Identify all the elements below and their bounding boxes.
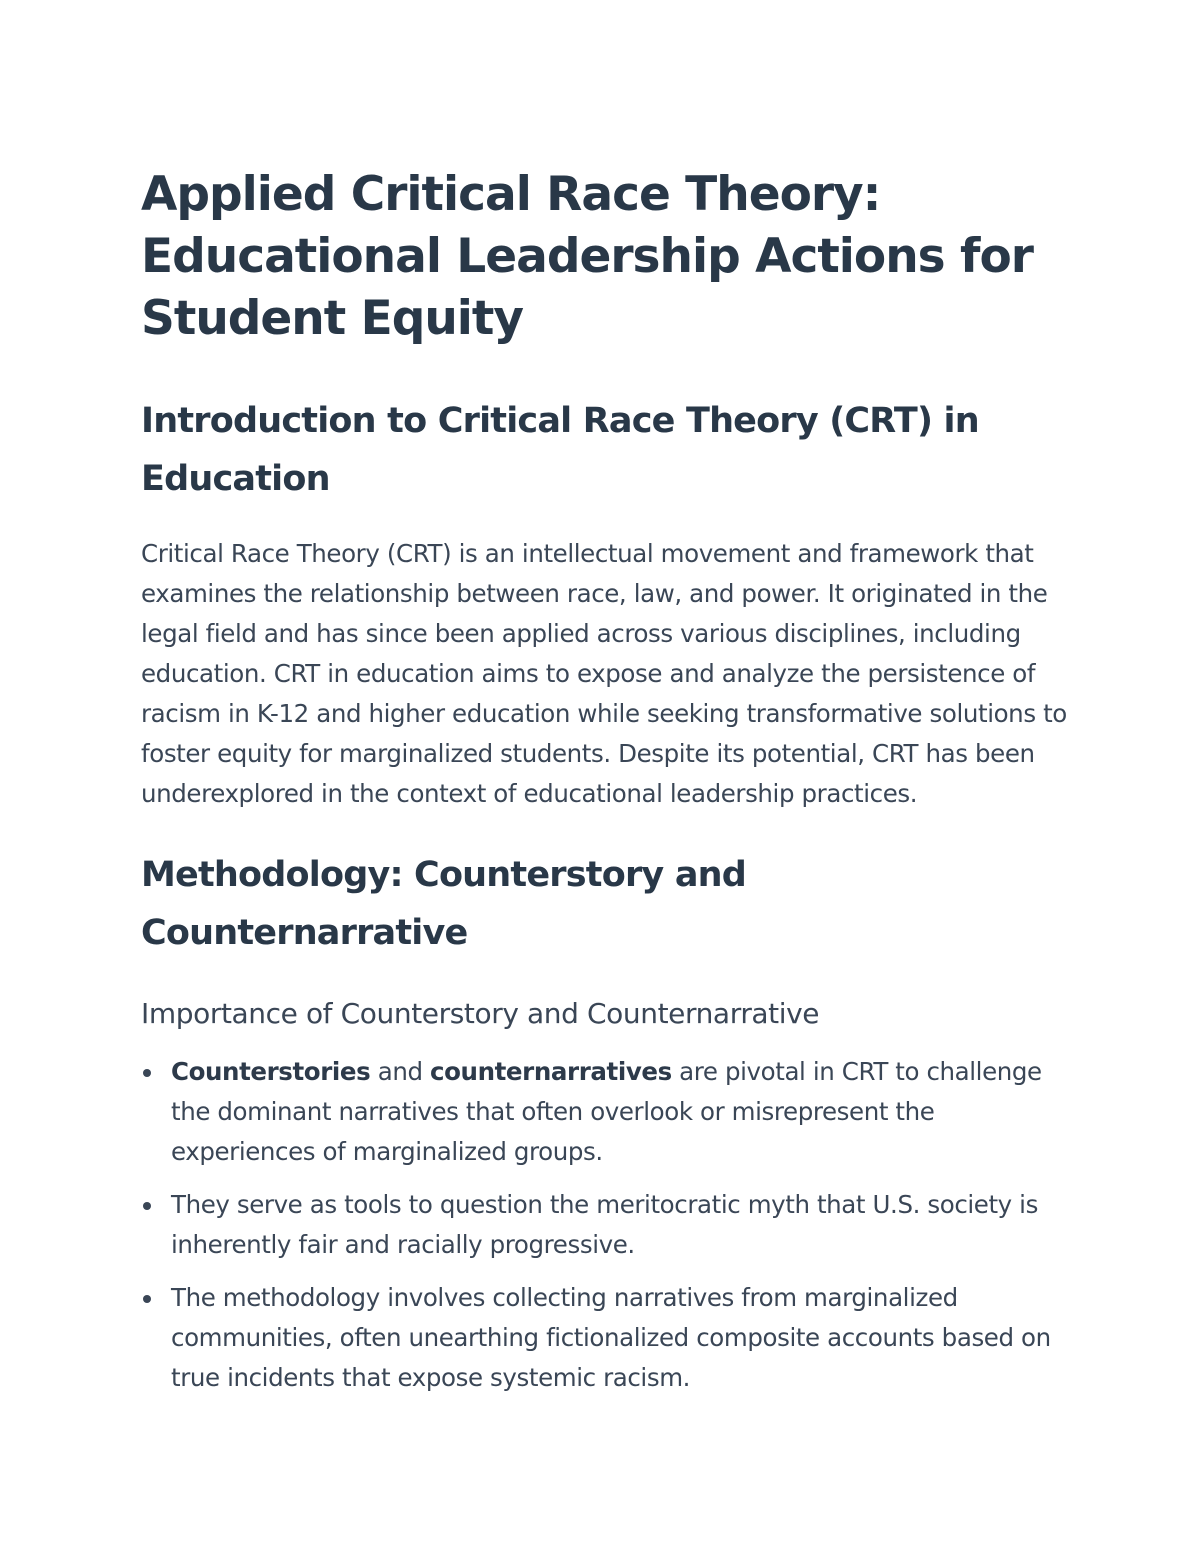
bold-term: counternarratives: [429, 1057, 672, 1086]
bullet-icon: [143, 1069, 151, 1077]
list-item-text: are pivotal in CRT to challenge the dominant narratives that often overlook or misrepresent the experiences of marginalized groups.: [171, 1057, 1042, 1166]
document-title: Applied Critical Race Theory: Educational Leadership Actions for Student Equity: [141, 167, 1033, 346]
bold-term: Counterstories: [171, 1057, 371, 1086]
bullet-icon: [143, 1295, 151, 1303]
list-item-text: They serve as tools to question the meritocratic myth that U.S. society is inherently fair and racially progressive.: [171, 1190, 1038, 1259]
list-item: [141, 1185, 1071, 1265]
bullet-icon: [143, 1202, 151, 1210]
section-heading-introduction: Introduction to Critical Race Theory (CRT) in Education: [141, 401, 979, 499]
introduction-paragraph: Critical Race Theory (CRT) is an intellectual movement and framework that examines the relationship between race, law, and power. It originated in the legal field and has since been applied across various disciplines, including education. CRT in education aims to expose and analyze the persistence of racism in K-12 and higher education while seeking transformative solutions to foster equity for marginalized students. Despite its potential, CRT has been underexplored in the context of educational leadership practices.: [141, 539, 1067, 808]
list-item: [141, 1052, 1071, 1172]
section-heading-methodology: Methodology: Counterstory and Counternarrative: [141, 855, 747, 953]
bullet-list: [141, 1052, 1071, 1398]
document-page: [141, 160, 1071, 1411]
list-item-text: The methodology involves collecting narratives from marginalized communities, often unearthing fictionalized composite accounts based on true incidents that expose systemic racism.: [171, 1283, 1051, 1392]
list-item: [141, 1278, 1071, 1398]
subheading-importance: Importance of Counterstory and Counternarrative: [141, 997, 820, 1030]
list-item-text: and: [370, 1057, 430, 1086]
